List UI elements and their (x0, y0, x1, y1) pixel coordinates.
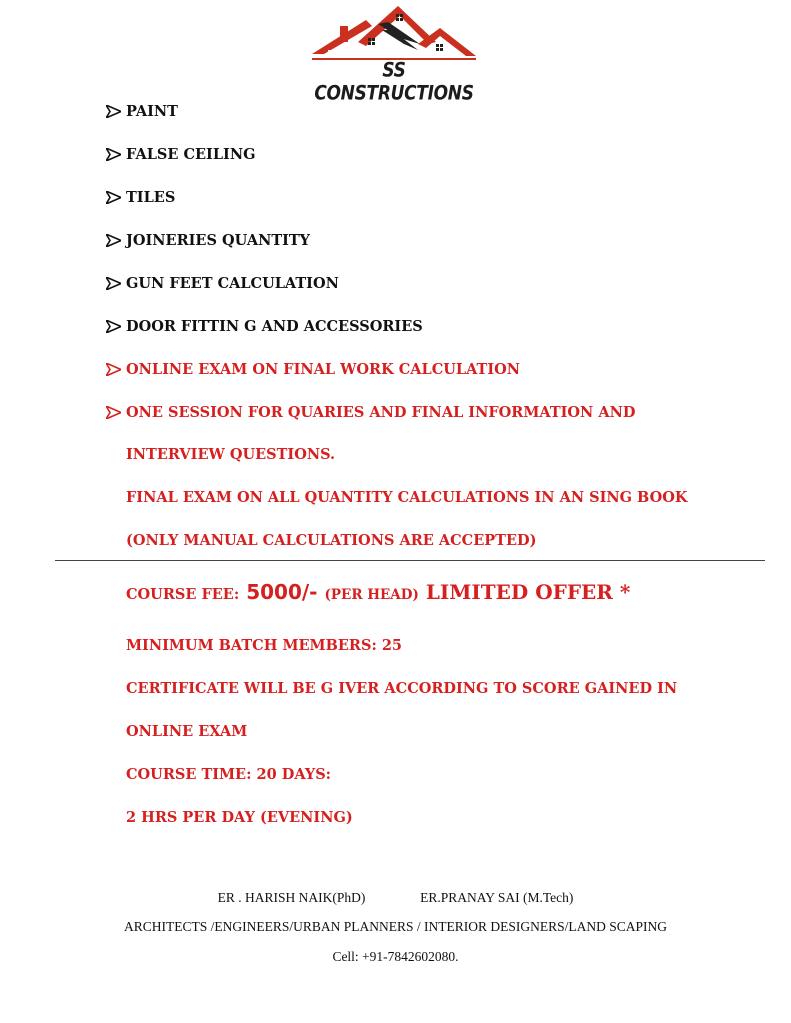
footer-names (0, 890, 791, 906)
item-label: JOINERIES QUANTITY (126, 231, 311, 249)
fee-amount: 5000/- (246, 580, 318, 604)
limited-offer: LIMITED OFFER * (425, 580, 631, 604)
house-roof-icon (308, 4, 480, 66)
list-item (106, 185, 175, 209)
name-pranay: ER.PRANAY SAI (M.Tech) (420, 890, 574, 905)
detail-line: CERTIFICATE WILL BE G IVER ACCORDING TO SCORE GAINED IN (126, 680, 678, 697)
arrow-bullet-icon (106, 234, 126, 247)
item-label: ONLINE EXAM ON FINAL WORK CALCULATION (126, 360, 521, 378)
arrow-bullet-icon (106, 191, 126, 204)
item-label: FALSE CEILING (126, 145, 256, 163)
footer-cell: Cell: +91-7842602080. (332, 949, 459, 964)
continuation-line: (ONLY MANUAL CALCULATIONS ARE ACCEPTED) (126, 532, 537, 549)
list-item (106, 400, 635, 424)
fee-per: (PER HEAD) (324, 587, 419, 603)
course-fee (126, 580, 630, 604)
detail-line: COURSE TIME: 20 DAYS: (126, 766, 332, 783)
list-item (106, 99, 178, 123)
list-item (106, 357, 520, 381)
detail-line: MINIMUM BATCH MEMBERS: 25 (126, 637, 403, 654)
footer-professions: ARCHITECTS /ENGINEERS/URBAN PLANNERS / INTERIOR DESIGNERS/LAND SCAPING (123, 919, 668, 934)
list-item (106, 271, 339, 295)
divider (55, 560, 765, 561)
arrow-bullet-icon (106, 320, 126, 333)
item-label: ONE SESSION FOR QUARIES AND FINAL INFORMATION AND (126, 403, 636, 421)
name-harish: ER . HARISH NAIK(PhD) (217, 890, 366, 905)
list-item (106, 228, 310, 252)
arrow-bullet-icon (106, 406, 126, 419)
arrow-bullet-icon (106, 363, 126, 376)
list-item (106, 142, 255, 166)
continuation-line: INTERVIEW QUESTIONS. (126, 446, 336, 463)
item-label: PAINT (126, 102, 178, 120)
detail-line: 2 HRS PER DAY (EVENING) (126, 809, 353, 826)
company-logo (308, 4, 480, 105)
fee-label: COURSE FEE: (126, 586, 240, 603)
arrow-bullet-icon (106, 277, 126, 290)
list-item (106, 314, 423, 338)
item-label: GUN FEET CALCULATION (126, 274, 339, 292)
item-label: TILES (126, 188, 176, 206)
detail-line: ONLINE EXAM (126, 723, 248, 740)
item-label: DOOR FITTIN G AND ACCESSORIES (126, 317, 423, 335)
arrow-bullet-icon (106, 105, 126, 118)
continuation-line: FINAL EXAM ON ALL QUANTITY CALCULATIONS IN AN SING BOOK (126, 489, 688, 506)
logo-text: SS CONSTRUCTIONS (314, 59, 474, 105)
arrow-bullet-icon (106, 148, 126, 161)
